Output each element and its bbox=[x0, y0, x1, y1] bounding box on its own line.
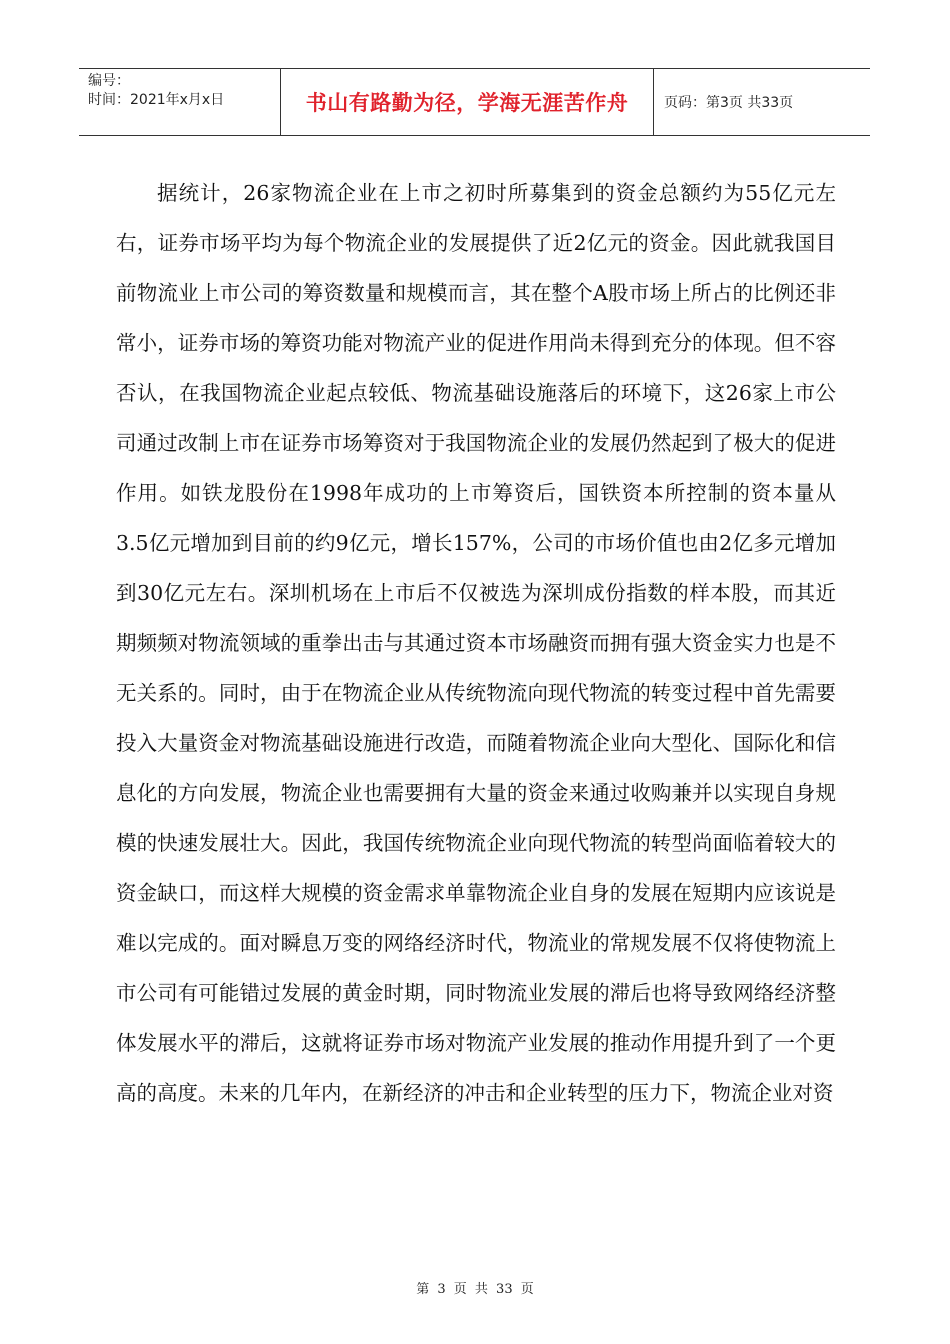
body-paragraph: 据统计，26家物流企业在上市之初时所募集到的资金总额约为55亿元左右，证券市场平均为每个物流企业的发展提供了近2亿元的资金。因此就我国目前物流业上市公司的筹资数量和规模而言，其在整个A股市场上所占的比例还非常小，证券市场的筹资功能对物流产业的促进作用尚未得到充分的体现。但不容否认，在我国物流企业起点较低、物流基础设施落后的环境下，这26家上市公司通过改制上市在证券市场筹资对于我国物流企业的发展仍然起到了极大的促进作用。如铁龙股份在1998年成功的上市筹资后，国铁资本所控制的资本量从3.5亿元增加到目前的约9亿元，增长157%，公司的市场价值也由2亿多元增加到30亿元左右。深圳机场在上市后不仅被选为深圳成份指数的样本股，而其近期频频对物流领域的重拳出击与其通过资本市场融资而拥有强大资金实力也是不无关系的。同时，由于在物流企业从传统物流向现代物流的转变过程中首先需要投入大量资金对物流基础设施进行改造，而随着物流企业向大型化、国际化和信息化的方向发展，物流企业也需要拥有大量的资金来通过收购兼并以实现自身规模的快速发展壮大。因此，我国传统物流企业向现代物流的转型尚面临着较大的资金缺口，而这样大规模的资金需求单靠物流企业自身的发展在短期内应该说是难以完成的。面对瞬息万变的网络经济时代，物流业的常规发展不仅将使物流上市公司有可能错过发展的黄金时期，同时物流业发展的滞后也将导致网络经济整体发展水平的滞后，这就将证券市场对物流产业发展的推动作用提升到了一个更高的高度。未来的几年内，在新经济的冲击和企业转型的压力下，物流企业对资 bbox=[116, 181, 836, 1105]
number-label: 编号： bbox=[88, 73, 130, 89]
time-label: 时间：2021年x月x日 bbox=[88, 92, 225, 108]
page-header bbox=[79, 68, 870, 136]
page-info: 页码：第3页 共33页 bbox=[664, 95, 794, 111]
header-page-cell bbox=[654, 69, 870, 135]
motto-text: 书山有路勤为径，学海无涯苦作舟 bbox=[305, 91, 629, 115]
header-motto-cell bbox=[281, 69, 654, 135]
page-footer: 第 3 页 共 33 页 bbox=[416, 1282, 534, 1297]
header-meta-cell bbox=[79, 69, 281, 135]
